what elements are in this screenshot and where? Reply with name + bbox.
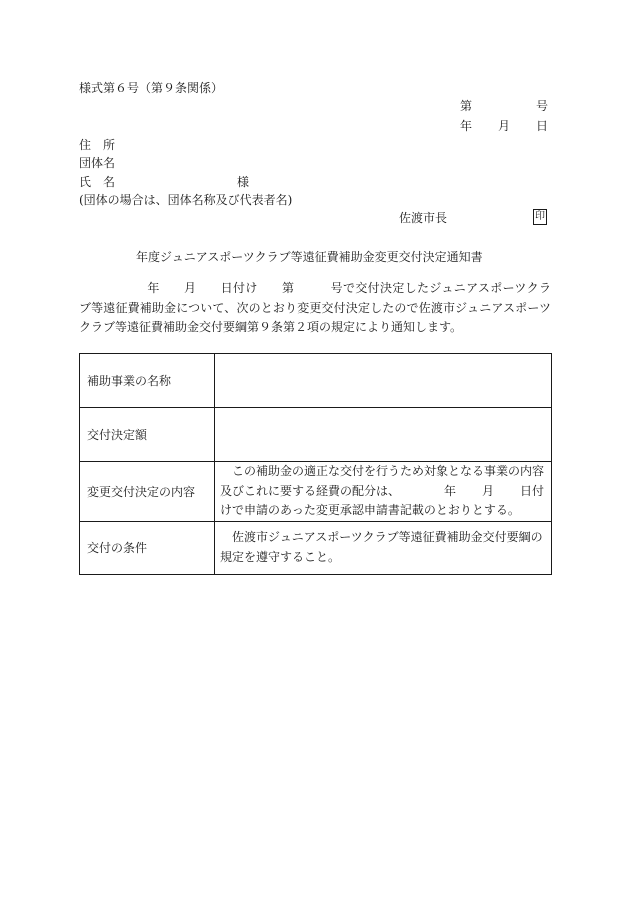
recipient-honorific: 様 xyxy=(237,175,250,189)
body-year: 年 xyxy=(147,281,160,295)
recipient-note: (団体の場合は、団体名称及び代表者名) xyxy=(79,193,293,207)
doc-number-go: 号 xyxy=(536,99,549,113)
date-day: 日 xyxy=(536,119,549,133)
row-value-change-content xyxy=(215,462,552,522)
change-content-year: 年 xyxy=(444,483,457,498)
decision-table xyxy=(79,353,552,575)
doc-number-dai: 第 xyxy=(460,99,473,113)
date-month: 月 xyxy=(498,119,511,133)
change-content-text-b: けで申請のあった変更承認申請書記載のとおりとする。 xyxy=(220,503,520,517)
body-dai: 第 xyxy=(281,281,295,295)
change-content-text-a: この補助金の適正な交付を行うため対象となる事業の内容及びこれに要する経費の配分は、 xyxy=(220,464,545,498)
table-row xyxy=(80,462,552,522)
row-label-change-content: 変更交付決定の内容 xyxy=(80,462,215,522)
body-text: 号で交付決定したジュニアスポーツクラブ等遠征費補助金について、次のとおり変更交付決定したので佐渡市ジュニアスポーツクラブ等遠征費補助金交付要綱第９条第２項の規定により通知します。 xyxy=(79,281,551,334)
change-content-month: 月 xyxy=(482,483,495,498)
notification-body xyxy=(79,279,551,338)
row-label-project-name: 補助事業の名称 xyxy=(80,354,215,408)
row-value-conditions xyxy=(215,521,552,574)
row-label-amount: 交付決定額 xyxy=(80,408,215,462)
recipient-group-label: 団体名 xyxy=(79,156,116,170)
row-value-amount xyxy=(215,408,552,462)
form-number: 様式第６号（第９条関係） xyxy=(79,81,224,95)
conditions-text: 佐渡市ジュニアスポーツクラブ等遠征費補助金交付要綱の規定を遵守すること。 xyxy=(220,530,543,564)
document-title: 年度ジュニアスポーツクラブ等遠征費補助金変更交付決定通知書 xyxy=(136,250,483,264)
change-content-date-suffix: 日付 xyxy=(520,483,545,498)
body-month: 月 xyxy=(183,281,197,295)
table-row xyxy=(80,354,552,408)
body-date-suffix: 日付け xyxy=(220,281,258,295)
row-label-conditions: 交付の条件 xyxy=(80,521,215,574)
table-row xyxy=(80,408,552,462)
date-year: 年 xyxy=(460,119,473,133)
row-value-project-name xyxy=(215,354,552,408)
seal-stamp: 印 xyxy=(533,209,547,225)
recipient-address-label: 住 所 xyxy=(79,138,116,152)
recipient-name-label: 氏 名 xyxy=(79,175,116,189)
issuer-name: 佐渡市長 xyxy=(399,211,448,225)
table-row xyxy=(80,521,552,574)
